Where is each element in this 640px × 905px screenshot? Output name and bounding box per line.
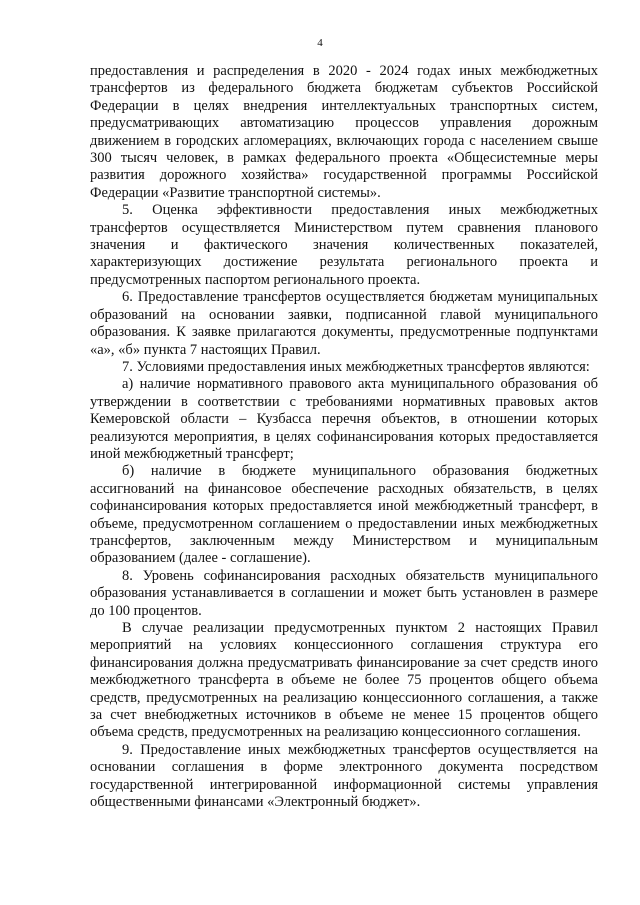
paragraph-item-7a: а) наличие нормативного правового акта муниципального образования об утверждении в соответствии с требованиями нормативных правовых актов Кемеровской области – Кузбасса перечня объектов, в отношении которых реализуются мероприятия, в целях софинансирования которых предоставляется иной межбюджетный трансферт;	[90, 376, 598, 462]
paragraph-item-8: 8. Уровень софинансирования расходных обязательств муниципального образования устанавливается в соглашении и может быть установлен в размере до 100 процентов.	[90, 567, 598, 619]
document-body	[90, 63, 598, 811]
paragraph-item-9: 9. Предоставление иных межбюджетных трансфертов осуществляется на основании соглашения в форме электронного документа посредством государственной интегрированной информационной системы управления общественными финансами «Электронный бюджет».	[90, 741, 598, 811]
paragraph-item-7b: б) наличие в бюджете муниципального образования бюджетных ассигнований на финансовое обеспечение расходных обязательств, в целях софинансирования которых предоставляется иной межбюджетный трансферт, в объеме, предусмотренном соглашением о предоставлении иных межбюджетных трансфертов, заключенным между Министерством и муниципальным образованием (далее - соглашение).	[90, 463, 598, 567]
paragraph-item-5: 5. Оценка эффективности предоставления иных межбюджетных трансфертов осуществляется Министерством путем сравнения планового значения и фактического значения количественных показателей, характеризующих достижение результата регионального проекта и предусмотренных паспортом регионального проекта.	[90, 202, 598, 288]
paragraph-item-6: 6. Предоставление трансфертов осуществляется бюджетам муниципальных образований на основании заявки, подписанной главой муниципального образования. К заявке прилагаются документы, предусмотренные подпунктами «а», «б» пункта 7 настоящих Правил.	[90, 289, 598, 358]
page-number: 4	[317, 37, 323, 49]
paragraph-item-8-concession: В случае реализации предусмотренных пунктом 2 настоящих Правил мероприятий на условиях концессионного соглашения структура его финансирования должна предусматривать финансирование за счет средств иного межбюджетного трансферта в объеме не более 75 процентов общего объема средств, предусмотренных на реализацию концессионного соглашения, а также за счет внебюджетных источников в объеме не менее 15 процентов общего объема средств, предусмотренных на реализацию концессионного соглашения.	[90, 620, 598, 741]
paragraph-intro-continuation: предоставления и распределения в 2020 - 2024 годах иных межбюджетных трансфертов из федерального бюджета бюджетам субъектов Российской Федерации в целях внедрения интеллектуальных транспортных систем, предусматривающих автоматизацию процессов управления дорожным движением в городских агломерациях, включающих города с населением свыше 300 тысяч человек, в рамках федерального проекта «Общесистемные меры развития дорожного хозяйства» государственной программы Российской Федерации «Развитие транспортной системы».	[90, 63, 598, 201]
paragraph-item-7: 7. Условиями предоставления иных межбюджетных трансфертов являются:	[122, 358, 590, 375]
